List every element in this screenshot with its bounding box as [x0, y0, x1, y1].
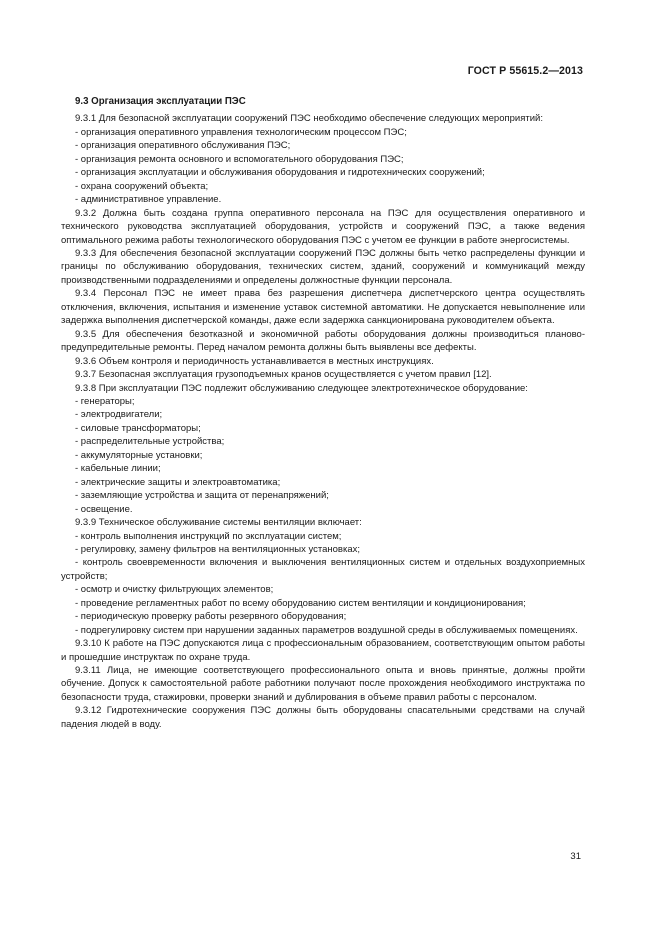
- list-item: - организация оперативного управления технологическим процессом ПЭС;: [75, 126, 407, 138]
- list-item: - административное управление.: [75, 194, 222, 206]
- paragraph: 9.3.7 Безопасная эксплуатация грузоподъемных кранов осуществляется с учетом правил [12].: [75, 369, 492, 381]
- paragraph: 9.3.3 Для обеспечения безопасной эксплуатации сооружений ПЭС должны быть четко распределены функции и границы по обслуживанию оборудования, технических систем, зданий, сооружений и коммуникаций между производственными подразделениями и определены должностные функции персонала.: [61, 247, 585, 286]
- list-item: - проведение регламентных работ по всему оборудованию систем вентиляции и кондиционирования;: [75, 597, 526, 609]
- paragraph: 9.3.8 При эксплуатации ПЭС подлежит обслуживанию следующее электротехническое оборудование:: [75, 382, 528, 394]
- list-item: - организация оперативного обслуживания ПЭС;: [75, 140, 291, 152]
- list-item: - освещение.: [75, 503, 133, 515]
- paragraph: 9.3.2 Должна быть создана группа оперативного персонала на ПЭС для осуществления оперативного и технического руководства эксплуатацией оборудования, устройств и сооружений ПЭС, а также ведения оптимального режима работы технологического оборудования ПЭС с учетом ее функции в работе энергосистемы.: [61, 207, 585, 246]
- list-item: - кабельные линии;: [75, 463, 161, 475]
- list-item: - осмотр и очистку фильтрующих элементов;: [75, 584, 274, 596]
- paragraph: 9.3.6 Объем контроля и периодичность устанавливается в местных инструкциях.: [75, 355, 434, 367]
- list-item: - охрана сооружений объекта;: [75, 180, 209, 192]
- paragraph: 9.3.12 Гидротехнические сооружения ПЭС должны быть оборудованы спасательными средствами на случай падения людей в воду.: [61, 705, 585, 730]
- list-item: - электрические защиты и электроавтоматика;: [75, 476, 281, 488]
- list-item: - электродвигатели;: [75, 409, 163, 421]
- standard-header: ГОСТ Р 55615.2—2013: [467, 65, 583, 77]
- list-item: - силовые трансформаторы;: [75, 422, 201, 434]
- section-title: 9.3 Организация эксплуатации ПЭС: [75, 96, 246, 107]
- list-item: - регулировку, замену фильтров на вентиляционных установках;: [75, 543, 361, 555]
- list-item: - генераторы;: [75, 395, 135, 407]
- paragraph: 9.3.4 Персонал ПЭС не имеет права без разрешения диспетчера диспетчерского центра осуществлять отключения, включения, испытания и изменение уставок системной автоматики. Не допускается невыполнение или задержка выполнения диспетчерской команды, даже если задержка санкционирована руководителем объекта.: [61, 288, 585, 327]
- list-item: - контроль своевременности включения и выключения вентиляционных систем и отдельных воздухоприемных устройств;: [61, 557, 585, 582]
- list-item: - заземляющие устройства и защита от перенапряжений;: [75, 490, 329, 502]
- paragraph: 9.3.11 Лица, не имеющие соответствующего профессионального опыта и вновь принятые, должны пройти обучение. Допуск к самостоятельной работе работники получают после прохождения необходимого инструктажа по безопасности труда, стажировки, проверки знаний и дублирования в объеме правил работы с персоналом.: [61, 665, 585, 703]
- paragraph: 9.3.5 Для обеспечения безотказной и экономичной работы оборудования должны производиться планово-предупредительные ремонты. Перед началом ремонта должны быть выявлены все дефекты.: [61, 328, 585, 354]
- list-item: - аккумуляторные установки;: [75, 449, 203, 461]
- paragraph: 9.3.1 Для безопасной эксплуатации сооружений ПЭС необходимо обеспечение следующих мероприятий:: [75, 113, 543, 125]
- section-body: [61, 112, 585, 731]
- paragraph: 9.3.9 Техническое обслуживание системы вентиляции включает:: [75, 517, 362, 529]
- list-item: - организация эксплуатации и обслуживания оборудования и гидротехнических сооружений;: [75, 167, 485, 179]
- list-item: - контроль выполнения инструкций по эксплуатации систем;: [75, 530, 342, 542]
- page-number: 31: [570, 851, 581, 862]
- list-item: - периодическую проверку работы резервного оборудования;: [75, 611, 347, 623]
- list-item: - организация ремонта основного и вспомогательного оборудования ПЭС;: [75, 153, 404, 165]
- paragraph: 9.3.10 К работе на ПЭС допускаются лица с профессиональным образованием, соответствующим опытом работы и прошедшие инструктаж по охране труда.: [61, 638, 585, 663]
- page-content: [61, 95, 585, 731]
- list-item: - подрегулировку систем при нарушении заданных параметров воздушной среды в обслуживаемых помещениях.: [75, 624, 578, 636]
- list-item: - распределительные устройства;: [75, 436, 225, 448]
